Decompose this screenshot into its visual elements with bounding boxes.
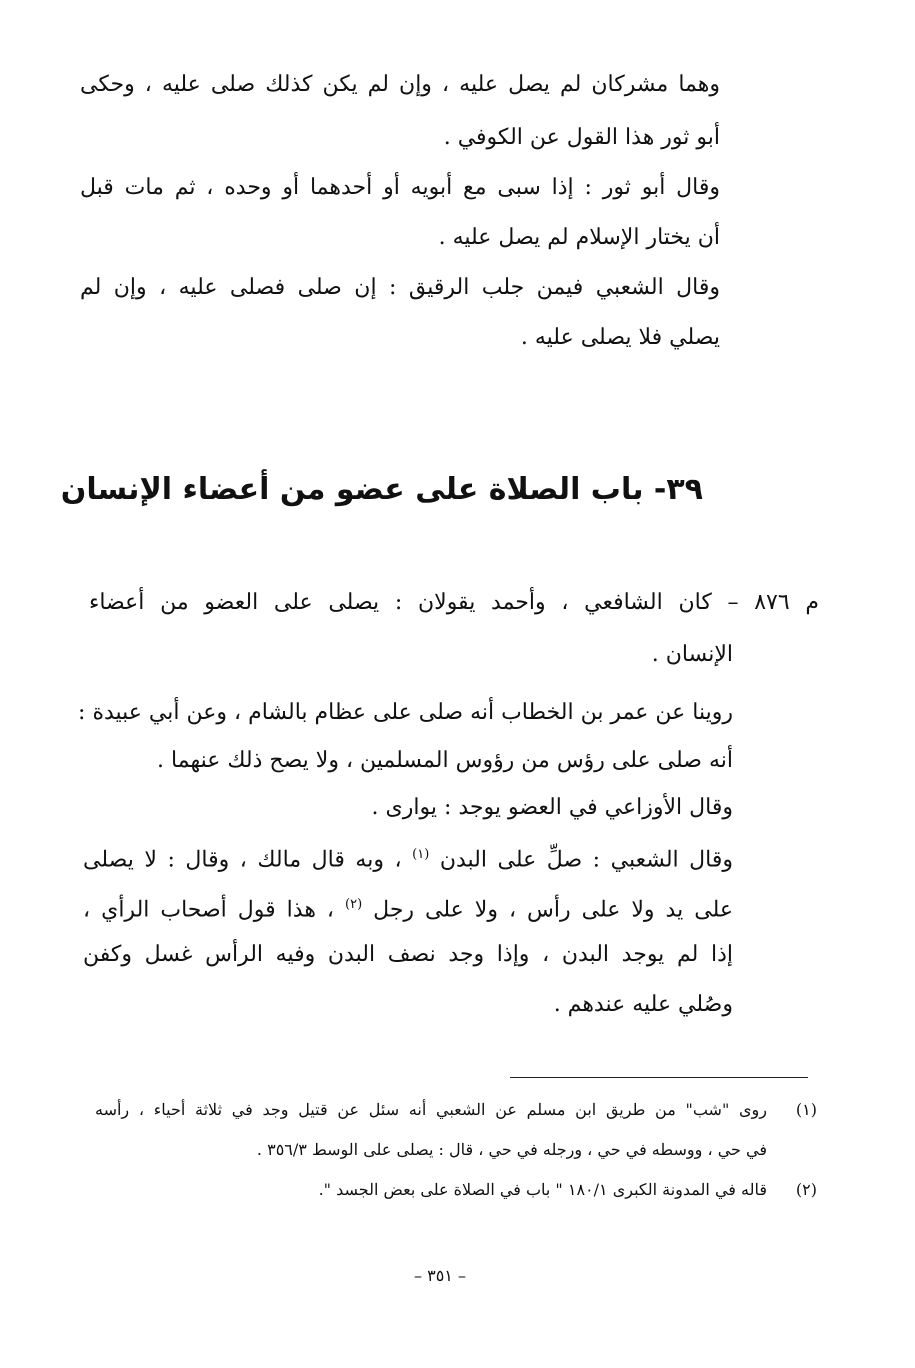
text-line: أبو ثور هذا القول عن الكوفي . xyxy=(443,125,720,150)
text-fragment: ، وبه قال مالك ، وقال : لا يصلى xyxy=(83,847,402,873)
text-line xyxy=(83,840,733,875)
text-line: وقال الأوزاعي في العضو يوجد : يوارى . xyxy=(371,795,733,820)
footnote-1-line: روى "شب" من طريق ابن مسلم عن الشعبي أنه سئل عن قتيل وجد في ثلاثة أحياء ، رأسه xyxy=(95,1100,767,1119)
footnote-2-line: قاله في المدونة الكبرى ١٨٠/١ " باب في الصلاة على بعض الجسد ". xyxy=(318,1180,767,1199)
text-line: يصلي فلا يصلى عليه . xyxy=(520,325,720,350)
chapter-heading: ٣٩- باب الصلاة على عضو من أعضاء الإنسان xyxy=(60,472,703,507)
text-fragment: وقال الشعبي : صلِّ على البدن xyxy=(439,847,734,873)
page-number: – ٣٥١ – xyxy=(414,1266,466,1285)
text-fragment: على يد ولا على رأس ، ولا على رجل xyxy=(373,897,733,923)
footnote-separator xyxy=(510,1077,808,1078)
text-line: م ٨٧٦ – كان الشافعي ، وأحمد يقولان : يصلى على العضو من أعضاء xyxy=(89,590,819,615)
text-line: وقال أبو ثور : إذا سبى مع أبويه أو أحدهما أو وحده ، ثم مات قبل xyxy=(80,175,720,200)
text-line: وهما مشركان لم يصل عليه ، وإن لم يكن كذلك صلى عليه ، وحكى xyxy=(80,72,720,97)
text-line: وصُلي عليه عندهم . xyxy=(553,992,733,1017)
text-line: أنه صلى على رؤس من رؤوس المسلمين ، ولا يصح ذلك عنهما . xyxy=(157,748,733,773)
text-fragment: ، هذا قول أصحاب الرأي ، xyxy=(83,897,335,923)
text-line: أن يختار الإسلام لم يصل عليه . xyxy=(438,225,720,250)
text-line: إذا لم يوجد البدن ، وإذا وجد نصف البدن وفيه الرأس غسل وكفن xyxy=(83,942,733,967)
text-line: روينا عن عمر بن الخطاب أنه صلى على عظام بالشام ، وعن أبي عبيدة : xyxy=(78,700,733,725)
footnote-ref-1[interactable]: (١) xyxy=(412,847,430,862)
text-line: الإنسان . xyxy=(651,642,733,667)
text-line xyxy=(83,890,733,925)
footnote-number-2: (٢) xyxy=(795,1180,817,1199)
footnote-ref-2[interactable]: (٢) xyxy=(345,897,363,912)
footnote-number-1: (١) xyxy=(795,1100,817,1119)
footnote-1-line: في حي ، ووسطه في حي ، ورجله في حي ، قال : يصلى على الوسط ٣٥٦/٣ . xyxy=(256,1140,767,1159)
text-line: وقال الشعبي فيمن جلب الرقيق : إن صلى فصلى عليه ، وإن لم xyxy=(80,275,720,300)
